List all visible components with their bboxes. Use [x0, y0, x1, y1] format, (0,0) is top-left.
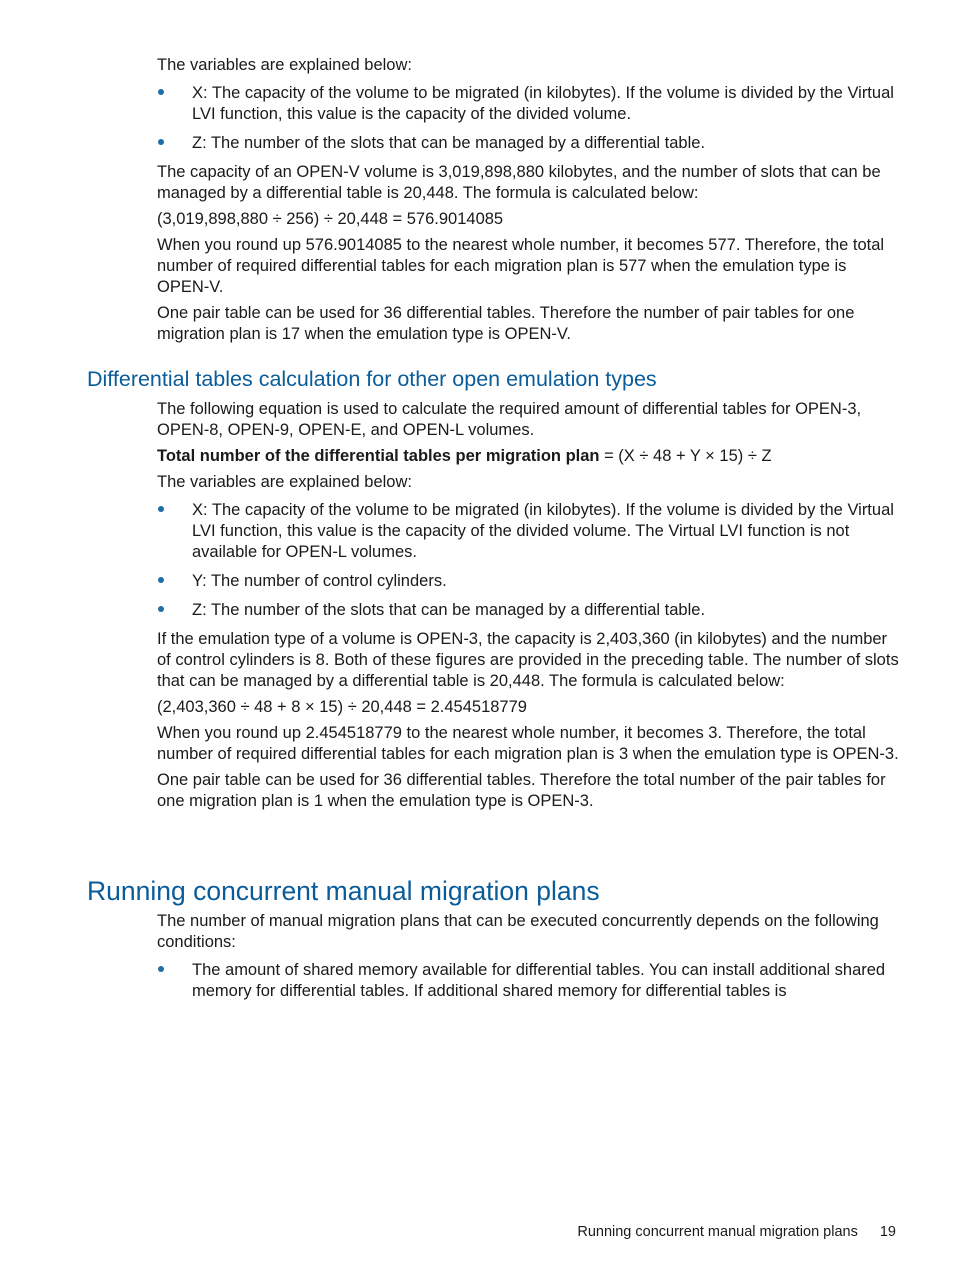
- paragraph: When you round up 2.454518779 to the nearest whole number, it becomes 3. Therefore, the total number of required differential tables for each migration plan is 3 when the emulation type is OPEN-3.: [157, 724, 899, 763]
- list-item-text: X: The capacity of the volume to be migrated (in kilobytes). If the volume is divided by the Virtual LVI function, this value is the capacity of the divided volume. The Virtual LVI function is not available for OPEN-L volumes.: [192, 501, 894, 561]
- variables-intro: The variables are explained below:: [157, 56, 412, 74]
- formula: (2,403,360 ÷ 48 + 8 × 15) ÷ 20,448 = 2.454518779: [157, 698, 527, 716]
- variables-list: [157, 83, 902, 154]
- list-item-text: The amount of shared memory available for differential tables. You can install additional shared memory for differential tables. If additional shared memory for differential tables is: [192, 961, 886, 1000]
- equation-expression: = (X ÷ 48 + Y × 15) ÷ Z: [599, 447, 772, 465]
- section1-body: [157, 55, 902, 352]
- variables-list: [157, 500, 902, 621]
- list-item: [157, 960, 902, 1002]
- list-item: [157, 600, 902, 621]
- list-item: [157, 500, 902, 563]
- list-item: [157, 571, 902, 592]
- bullet-icon: [158, 966, 164, 972]
- paragraph: If the emulation type of a volume is OPEN-3, the capacity is 2,403,360 (in kilobytes) and the number of control cylinders is 8. Both of these figures are provided in the preceding table. The number of slots that can be managed by a differential table is 20,448. The formula is calculated below:: [157, 630, 899, 690]
- section3-body: [157, 911, 902, 1010]
- footer-title: Running concurrent manual migration plans: [577, 1224, 858, 1240]
- paragraph: One pair table can be used for 36 differential tables. Therefore the total number of the pair tables for one migration plan is 1 when the emulation type is OPEN-3.: [157, 771, 886, 810]
- section-heading: Differential tables calculation for other open emulation types: [87, 367, 657, 391]
- list-item-text: Z: The number of the slots that can be managed by a differential table.: [192, 601, 706, 619]
- paragraph: The number of manual migration plans that can be executed concurrently depends on the following conditions:: [157, 912, 879, 951]
- list-item-text: Z: The number of the slots that can be managed by a differential table.: [192, 134, 706, 152]
- paragraph: The capacity of an OPEN-V volume is 3,019,898,880 kilobytes, and the number of slots that can be managed by a differential table is 20,448. The formula is calculated below:: [157, 163, 881, 202]
- paragraph: When you round up 576.9014085 to the nearest whole number, it becomes 577. Therefore, the total number of required differential tables for each migration plan is 577 when the emulation type is OPEN-V.: [157, 236, 885, 296]
- variables-intro: The variables are explained below:: [157, 473, 412, 491]
- list-item: [157, 133, 902, 154]
- bullet-icon: [158, 89, 164, 95]
- formula: (3,019,898,880 ÷ 256) ÷ 20,448 = 576.9014085: [157, 210, 504, 228]
- bullet-icon: [158, 606, 164, 612]
- section2-body: [157, 399, 902, 819]
- section-heading: Running concurrent manual migration plans: [87, 876, 600, 906]
- page-footer: [577, 1222, 896, 1242]
- paragraph: The following equation is used to calculate the required amount of differential tables for OPEN-3, OPEN-8, OPEN-9, OPEN-E, and OPEN-L volumes.: [157, 400, 862, 439]
- bullet-icon: [158, 139, 164, 145]
- bullet-icon: [158, 577, 164, 583]
- conditions-list: [157, 960, 902, 1002]
- paragraph: One pair table can be used for 36 differential tables. Therefore the number of pair tables for one migration plan is 17 when the emulation type is OPEN-V.: [157, 304, 855, 343]
- list-item-text: X: The capacity of the volume to be migrated (in kilobytes). If the volume is divided by the Virtual LVI function, this value is the capacity of the divided volume.: [192, 84, 894, 123]
- list-item: [157, 83, 902, 125]
- equation-label: Total number of the differential tables per migration plan: [157, 447, 600, 465]
- page-number: 19: [879, 1224, 896, 1240]
- bullet-icon: [158, 506, 164, 512]
- equation: [157, 446, 902, 467]
- list-item-text: Y: The number of control cylinders.: [192, 572, 447, 590]
